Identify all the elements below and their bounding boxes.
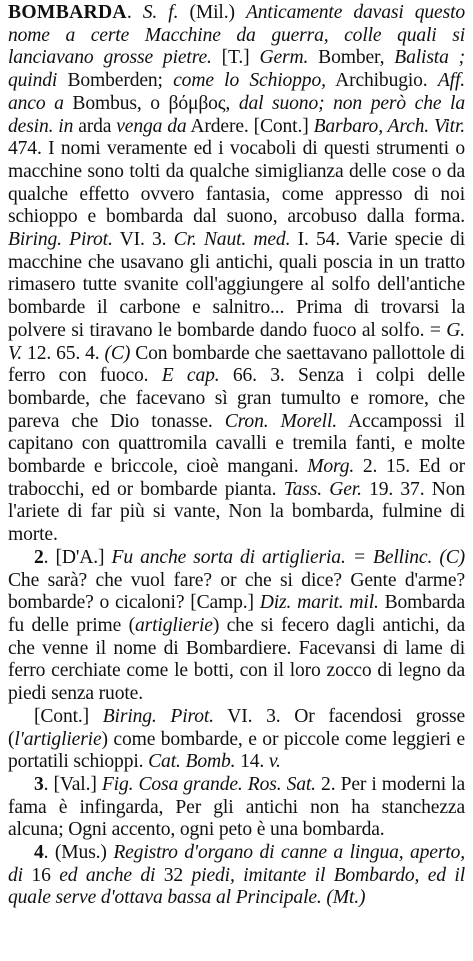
italic-text: piedi, imitante il Bombardo, ed il quale serve d'ottava bassa al Principale. (Mt.) [8, 864, 465, 909]
entry-text: 2. Per i moderni la fama è infingarda, Per gli antichi non ha stanchezza alcuna; Ogni accento, ogni peto è una bombarda. [8, 773, 465, 841]
italic-text: dal suono; non però che la desin. in [8, 92, 465, 137]
entry-text: 16 [22, 864, 60, 886]
entry-text: Bombarda fu delle prime ( [8, 592, 465, 636]
entry-text: 32 [155, 864, 192, 886]
italic-text: Cron. Morell. [224, 410, 338, 432]
italic-text: S. f. [142, 2, 179, 23]
italic-text: Cat. Bomb. [148, 751, 236, 773]
italic-text: ed anche di [59, 864, 156, 886]
entry-sense-3 [8, 774, 465, 842]
italic-text: Biring. Pirot. [8, 229, 113, 251]
italic-text: E cap. [161, 365, 220, 387]
italic-text: Tass. Ger. [283, 478, 362, 500]
entry-text: 474. I nomi veramente ed i vocaboli di questi strumenti o macchine sono tolti da qualche simiglianza delle cose o da qualche effetto ovvero fantasia, come appresso di noi schioppo e bombarda dal suono, arcobuso dalla forma. [8, 138, 465, 228]
italic-text: Germ. [259, 47, 309, 69]
italic-text: artiglierie [135, 614, 213, 636]
entry-text: 2. 15. Ed or trabocchi, ed or bombarde pianta. [8, 456, 465, 500]
italic-text: Morg. [307, 456, 355, 478]
entry-text: Bombus, o βόμβος, [63, 92, 239, 114]
entry-text: Archibugio. [325, 70, 438, 92]
italic-text: Diz. marit. mil. [259, 592, 379, 614]
entry-text: [T.] [211, 47, 260, 69]
entry-text: [Cont.] [34, 705, 103, 727]
italic-text: (C) [104, 342, 131, 364]
entry-text: VI. 3. [112, 229, 174, 251]
entry-text: 66. 3. Senza i colpi delle bombarde, che facevano sì gran tumulto e romore, che pareva che Dio tonasse. [8, 365, 466, 432]
entry-text: . [D'A.] [43, 546, 112, 568]
entry-text: 14. [235, 751, 269, 773]
italic-text: Fig. Cosa grande. Ros. Sat. [101, 773, 316, 795]
entry-text: (Mil.) [178, 2, 246, 23]
entry-text: I. 54. Varie specie di macchine che usavano gli antichi, quali poscia in un tratto rimasero tutte svanite coll'aggiungere al solfo dell'antiche bombarde il carbone e salnitro... Prima di trovarsi la polvere si tiravano le bombarde dando fuoco al solfo. = [8, 229, 465, 341]
italic-text: Fu anche sorta di artiglieria. = Bellinc. (C) [111, 546, 465, 568]
italic-text: Balista ; quindi [8, 47, 466, 92]
italic-text: Cr. Naut. med. [173, 229, 291, 251]
italic-text: Aff. anco a [8, 70, 465, 114]
entry-text: Bomber, [308, 47, 395, 69]
entry-text: Accampossi il capitano con quattromila cavalli e tremila fanti, e molte bombarde e briccole, cioè mangani. [8, 410, 465, 478]
entry-text: ) che si fecero dagli antichi, da che venne il nome di Bombardiere. Facevansi di lame di ferro cerchiate come le botti, con il loro zocco di legno da piedi senza ruote. [8, 614, 465, 705]
entry-text: . [126, 2, 143, 23]
entry-sense-4 [8, 842, 465, 910]
entry-citation-biring [8, 706, 465, 774]
italic-text: venga da [116, 115, 187, 137]
entry-text: 19. 37. Non l'ariete di far più si vante, Non la bombarda, fulmine di morte. [8, 478, 466, 546]
entry-text: . [Val.] [43, 773, 102, 795]
entry-text: arda [73, 115, 117, 137]
italic-text: Biring. Pirot. [102, 705, 214, 727]
entry-sense-main [8, 2, 465, 547]
italic-text: Anticamente davasi questo nome a certe Macchine da guerra, colle quali si lanciavano grosse pietre. [8, 2, 466, 69]
entry-text: . (Mus.) [43, 842, 114, 864]
italic-text: come lo Schioppo, [173, 70, 326, 92]
sense-number: 3 [34, 773, 44, 795]
italic-text: l'artiglierie [14, 728, 102, 750]
italic-text: v. [268, 751, 281, 773]
entry-text: 12. 65. 4. [22, 342, 105, 364]
italic-text: Registro d'organo di canne a lingua, aperto, di [8, 842, 466, 886]
entry-text: Ardere. [Cont.] [186, 115, 314, 137]
entry-text: VI. 3. Or facendosi grosse ( [8, 705, 465, 750]
entry-text: Con bombarde che saettavano pallottole di ferro con fuoco. [8, 342, 465, 387]
sense-number: 4 [34, 842, 44, 864]
italic-text: Barbaro, Arch. Vitr. [313, 115, 465, 137]
italic-text: G. V. [8, 319, 465, 364]
entry-text: Che sarà? che vuol fare? or che si dice? Gente d'arme? bombarde? o cicaloni? [Camp.] [8, 569, 465, 614]
entry-sense-2 [8, 547, 465, 706]
entry-text: ) come bombarde, e or piccole come leggieri e portatili schioppi. [8, 728, 465, 773]
sense-number: 2 [34, 546, 44, 568]
entry-text: Bomberden; [57, 70, 174, 92]
headword: BOMBARDA [8, 2, 127, 23]
